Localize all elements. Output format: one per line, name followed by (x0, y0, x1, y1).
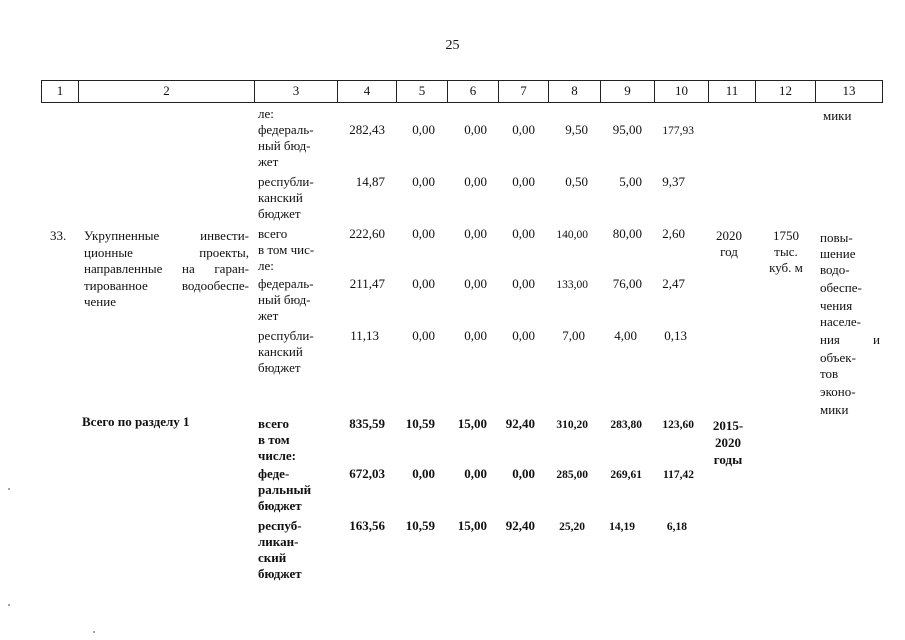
col3-line: всего (258, 226, 288, 241)
header-col-13: 13 (842, 83, 856, 98)
cell-value: 835,59 (349, 416, 385, 431)
cell-value: 0,00 (464, 276, 487, 291)
cell-value: 0,00 (412, 328, 435, 343)
cell-value: 672,03 (349, 466, 385, 481)
row-number: 33. (50, 228, 67, 243)
goal-line: тов (820, 366, 839, 381)
total-col3-line: ликан- (258, 534, 299, 549)
volume-line: 1750 (773, 228, 799, 243)
goal-line: мики (820, 402, 849, 417)
cell-value: 0,00 (464, 226, 487, 241)
col3-line: в том чис- (258, 242, 315, 257)
goal-line: эконо- (820, 384, 856, 399)
col3-line: федераль- (258, 276, 314, 291)
cell-value: 14,87 (355, 174, 385, 189)
cell-value: 123,60 (662, 419, 694, 431)
goal-line: чения (820, 298, 853, 313)
cell-value: 282,43 (349, 122, 385, 137)
goal-line: обеспе- (820, 280, 862, 295)
cell-value: 9,37 (662, 174, 685, 189)
cell-value: 0,00 (512, 122, 535, 137)
scan-speck (8, 488, 10, 490)
section-total-label: Всего по разделу 1 (82, 414, 190, 429)
header-col-8: 8 (549, 81, 601, 102)
cell-value: 177,93 (662, 125, 694, 137)
year-line: 2020 (716, 228, 742, 243)
cell-value: 2,47 (662, 276, 685, 291)
cell-value: 211,47 (349, 276, 385, 291)
total-col3-line: бюджет (258, 498, 302, 513)
volume-line: тыс. (774, 244, 798, 259)
cell-value: 0,00 (412, 174, 435, 189)
cell-value: 0,00 (464, 174, 487, 189)
header-col-6: 6 (448, 81, 499, 102)
scan-speck (93, 631, 95, 633)
cont-col3-line: ле: (258, 106, 274, 121)
years-line: 2020 (715, 435, 741, 450)
header-col-12: 12 (756, 81, 816, 102)
description-line: ционные проекты, (84, 244, 249, 260)
cell-value: 0,00 (412, 466, 435, 481)
cell-value: 11,13 (350, 328, 379, 343)
cell-value: 5,00 (619, 174, 642, 189)
total-col3-line: ральный (258, 482, 312, 497)
header-col-4: 4 (338, 81, 397, 102)
col3-line: канский (258, 344, 303, 359)
goal-line: шение (820, 246, 856, 261)
col3-line: ный бюд- (258, 292, 311, 307)
cell-value: 2,60 (662, 226, 685, 241)
col3-line: бюджет (258, 360, 301, 375)
cell-value: 0,00 (512, 276, 535, 291)
header-col-3: 3 (255, 81, 338, 102)
col3-line: жет (258, 308, 279, 323)
cell-value: 0,00 (512, 226, 535, 241)
cont-col3-line: бюджет (258, 206, 301, 221)
goal-line: водо- (820, 262, 850, 277)
cell-value: 4,00 (614, 328, 637, 343)
cell-value: 310,20 (556, 419, 588, 431)
cell-value: 15,00 (457, 416, 487, 431)
cont-col3-line: канский (258, 190, 303, 205)
header-col-2: 2 (79, 81, 255, 102)
header-col-7: 7 (499, 81, 549, 102)
cell-value: 283,80 (610, 419, 642, 431)
scan-speck (8, 604, 10, 606)
cont-col3-line: федераль- (258, 122, 314, 137)
cell-value: 10,59 (405, 416, 435, 431)
cell-value: 222,60 (349, 226, 385, 241)
cont-col13-text: мики (823, 108, 852, 123)
col3-line: ле: (258, 258, 274, 273)
header-col-1: 1 (42, 81, 79, 102)
cell-value: 163,56 (349, 518, 385, 533)
cell-value: 133,00 (556, 279, 588, 291)
cell-value: 76,00 (612, 276, 642, 291)
goal-line: ния и (820, 332, 880, 347)
cell-value: 25,20 (559, 521, 585, 533)
cell-value: 0,00 (512, 466, 535, 481)
header-col-10: 10 (655, 81, 709, 102)
cell-value: 0,00 (464, 466, 487, 481)
cell-value: 0,00 (512, 174, 535, 189)
description-line: тированное водообеспе- (84, 277, 249, 293)
cont-col3-line: ный бюд- (258, 138, 311, 153)
cell-value: 7,00 (562, 328, 585, 343)
cell-value: 0,50 (565, 174, 588, 189)
cont-col3-line: республи- (258, 174, 314, 189)
goal-line: повы- (820, 230, 853, 245)
cell-value: 92,40 (505, 518, 535, 533)
cell-value: 140,00 (556, 229, 588, 241)
cell-value: 0,00 (512, 328, 535, 343)
total-col3-line: феде- (258, 466, 290, 481)
cell-value: 10,59 (405, 518, 435, 533)
cell-value: 14,19 (609, 521, 635, 533)
goal-line: населе- (820, 314, 862, 329)
cell-value: 0,00 (412, 122, 435, 137)
years-line: годы (713, 452, 743, 467)
description-line: Укрупненные инвести- (84, 228, 249, 243)
total-col3-line: ский (258, 550, 287, 565)
col3-line: республи- (258, 328, 314, 343)
cell-value: 0,00 (412, 276, 435, 291)
cell-value: 95,00 (612, 122, 642, 137)
cell-value: 92,40 (505, 416, 535, 431)
description-line: чение (84, 294, 116, 309)
table-header-row (41, 80, 883, 103)
total-col3-line: всего (258, 416, 289, 431)
volume-line: куб. м (769, 260, 803, 275)
cell-value: 15,00 (457, 518, 487, 533)
goal-line: объек- (820, 350, 856, 365)
total-col3-line: числе: (258, 448, 296, 463)
header-col-9: 9 (601, 81, 655, 102)
cell-value: 269,61 (610, 469, 642, 481)
header-col-5: 5 (397, 81, 448, 102)
total-col3-line: бюджет (258, 566, 302, 581)
cell-value: 6,18 (666, 521, 687, 533)
page-number: 25 (445, 38, 460, 53)
cell-value: 9,50 (565, 122, 588, 137)
cell-value: 285,00 (556, 469, 588, 481)
header-col-11: 11 (709, 81, 756, 102)
cell-value: 0,00 (464, 122, 487, 137)
years-line: 2015- (712, 418, 744, 433)
total-col3-line: респуб- (258, 518, 302, 533)
row-description (84, 228, 249, 311)
total-col3-line: в том (258, 432, 290, 447)
cell-value: 0,00 (412, 226, 435, 241)
description-line: направленные на гаран- (84, 261, 249, 276)
cell-value: 117,42 (663, 469, 694, 481)
year-line: год (720, 244, 738, 259)
cell-value: 0,13 (664, 328, 687, 343)
cont-col3-line: жет (258, 154, 279, 169)
cell-value: 80,00 (612, 226, 642, 241)
cell-value: 0,00 (464, 328, 487, 343)
